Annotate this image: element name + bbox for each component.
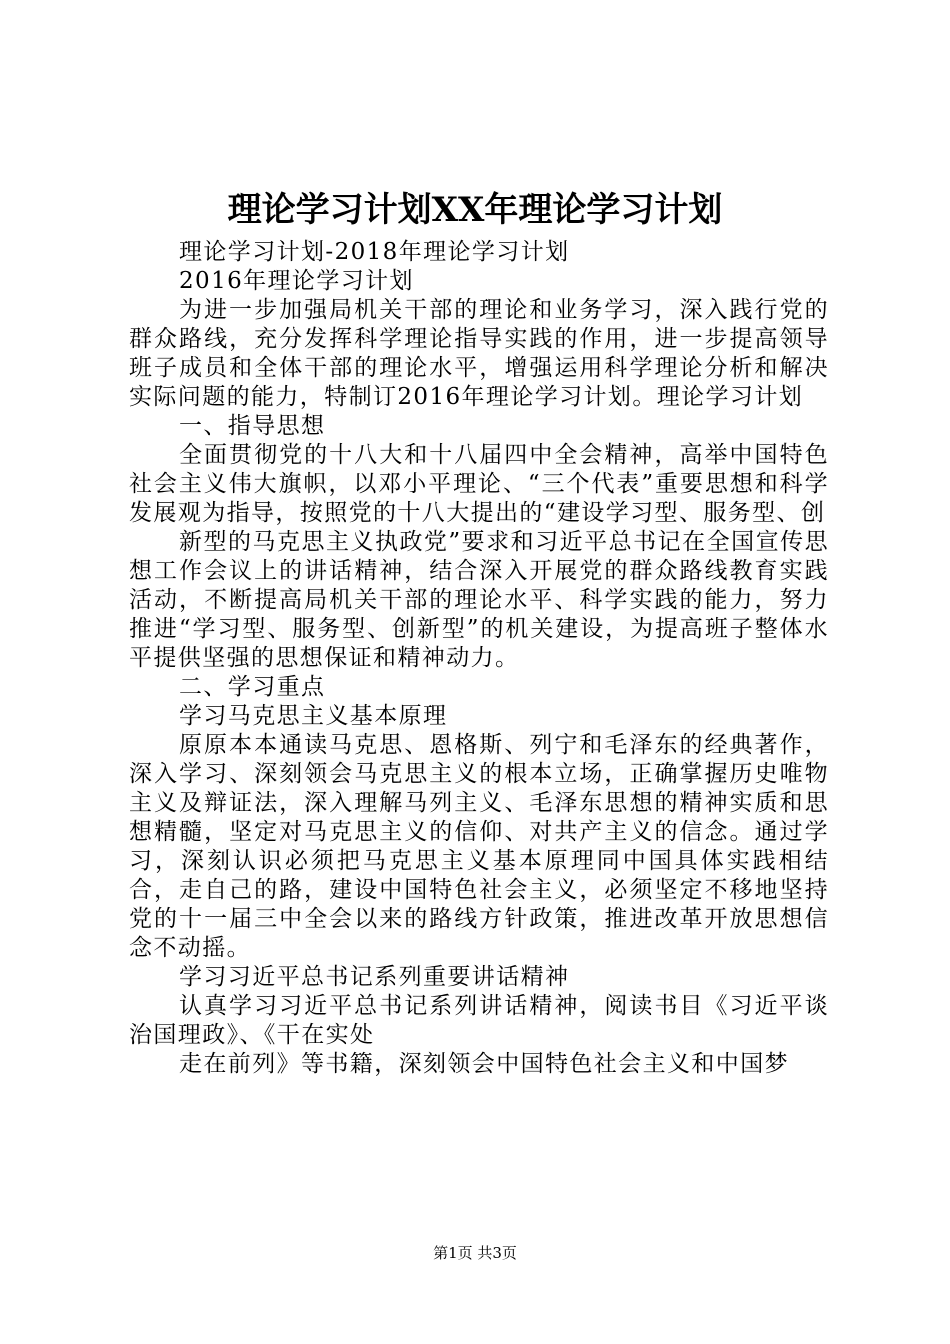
guiding-thought-paragraph: 全面贯彻党的十八大和十八届四中全会精神，高举中国特色社会主义伟大旗帜，以邓小平理论、“三个代表”重要思想和科学发展观为指导，按照党的十八大提出的“建设学习型、服务型、创 (129, 442, 829, 526)
marxism-paragraph: 原原本本通读马克思、恩格斯、列宁和毛泽东的经典著作，深入学习、深刻领会马克思主义的根本立场，正确掌握历史唯物主义及辩证法，深入理解马列主义、毛泽东思想的精神实质和思想精髓，坚定对马克思主义的信仰、对共产主义的信念。通过学习，深刻认识必须把马克思主义基本原理同中国具体实践相结合，走自己的路，建设中国特色社会主义，必须坚定不移地坚持党的十一届三中全会以来的路线方针政策，推进改革开放思想信念不动摇。 (129, 732, 829, 961)
intro-paragraph: 为进一步加强局机关干部的理论和业务学习，深入践行党的群众路线，充分发挥科学理论指导实践的作用，进一步提高领导班子成员和全体干部的理论水平，增强运用科学理论分析和解决实际问题的能力，特制订2016年理论学习计划。理论学习计划 (129, 297, 829, 410)
guiding-thought-continuation: 新型的马克思主义执政党”要求和习近平总书记在全国宣传思想工作会议上的讲话精神，结合深入开展党的群众路线教育实践活动，不断提高局机关干部的理论水平、科学实践的能力，努力推进“学习型、服务型、创新型”的机关建设，为提高班子整体水平提供坚强的思想保证和精神动力。 (129, 529, 829, 671)
speeches-continuation: 走在前列》等书籍，深刻领会中国特色社会主义和中国梦 (179, 1051, 789, 1077)
section-heading-guiding-thought: 一、指导思想 (179, 413, 326, 439)
document-title: 理论学习计划XX年理论学习计划 (227, 190, 723, 230)
subheading-speeches: 学习习近平总书记系列重要讲话精神 (179, 964, 570, 990)
subheading-marxism: 学习马克思主义基本原理 (179, 703, 448, 729)
page-footer: 第1页 共3页 (433, 1244, 517, 1262)
section-heading-study-focus: 二、学习重点 (179, 674, 326, 700)
speeches-paragraph: 认真学习习近平总书记系列讲话精神，阅读书目《习近平谈治国理政》、《干在实处 (129, 993, 829, 1048)
subtitle-year-line: 2016年理论学习计划 (179, 268, 414, 294)
subtitle-line: 理论学习计划-2018年理论学习计划 (179, 239, 570, 265)
document-body (129, 238, 829, 1079)
